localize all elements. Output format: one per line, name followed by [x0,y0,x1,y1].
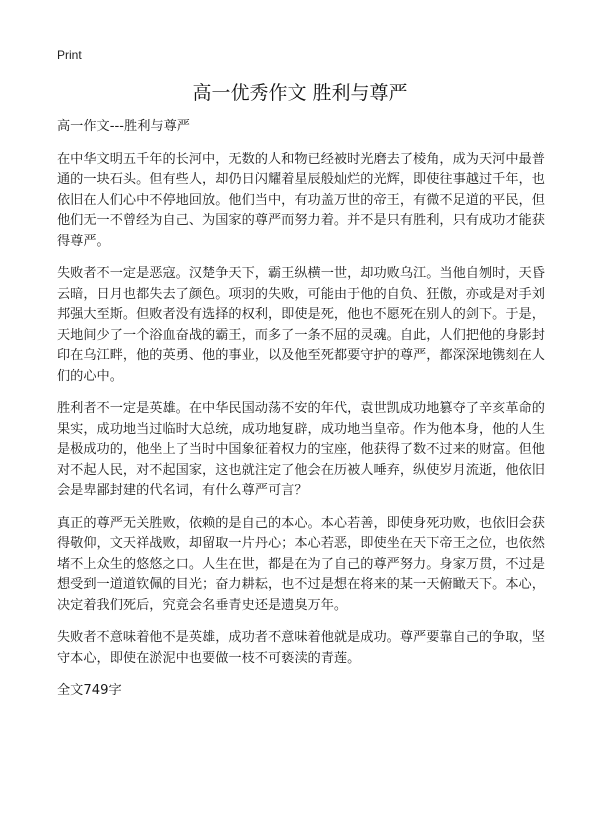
article-paragraph-1: 在中华文明五千年的长河中，无数的人和物已经被时光磨去了棱角，成为天河中最普通的一块石头。但有些人，却仍日闪耀着星辰般灿烂的光辉，即使往事越过千年，也依旧在人们心中不停地回放。他们当中，有功盖万世的帝王，有微不足道的平民，但他们无一不曾经为自己、为国家的尊严而努力着。并不是只有胜利，只有成功才能获得尊严。 [57,151,545,249]
article-body [57,117,553,714]
page-title: 高一优秀作文 胜利与尊严 [192,82,408,104]
article-paragraph-4: 真正的尊严无关胜败，依赖的是自己的本心。本心若善，即使身死功败，也依旧会获得敬仰，文天祥战败，却留取一片丹心；本心若恶，即使坐在天下帝王之位，也依然堵不上众生的悠悠之口。人生在世，都是在为了自己的尊严努力。身家万贯，不过是想受到一道道钦佩的目光；奋力耕耘，也不过是想在将来的某一天俯瞰天下。本心，决定着我们死后，究竟会名垂青史还是遗臭万年。 [57,515,545,613]
word-count: 全文749字 [57,683,122,698]
article-paragraph-3: 胜利者不一定是英雄。在中华民国动荡不安的年代，袁世凯成功地篡夺了辛亥革命的果实，成功地当过临时大总统，成功地复辟，成功地当皇帝。作为他本身，他的人生是极成功的，他坐上了当时中国象征着权力的宝座，他获得了数不过来的财富。但他对不起人民，对不起国家，这也就注定了他会在历被人唾弃，纵使岁月流逝，他依旧会是卑鄙封建的代名词，有什么尊严可言？ [57,401,545,498]
article-subtitle: 高一作文---胜利与尊严 [57,119,190,134]
print-link[interactable]: Print [57,48,82,62]
article-paragraph-5: 失败者不意味着他不是英雄，成功者不意味着他就是成功。尊严要靠自己的争取，坚守本心，即使在淤泥中也要做一枝不可亵渎的青莲。 [57,630,545,666]
article-paragraph-2: 失败者不一定是恶寇。汉楚争天下，霸王纵横一世，却功败乌江。当他自刎时，天昏云暗，日月也都失去了颜色。项羽的失败，可能由于他的自负、狂傲，亦或是对手刘邦强大至斯。但败者没有选择的权利，即使是死，他也不愿死在别人的剑下。于是，天地间少了一个浴血奋战的霸王，而多了一条不屈的灵魂。自此，人们把他的身影封印在乌江畔，他的英勇、他的事业，以及他至死都要守护的尊严，都深深地镌刻在人们的心中。 [57,266,545,384]
